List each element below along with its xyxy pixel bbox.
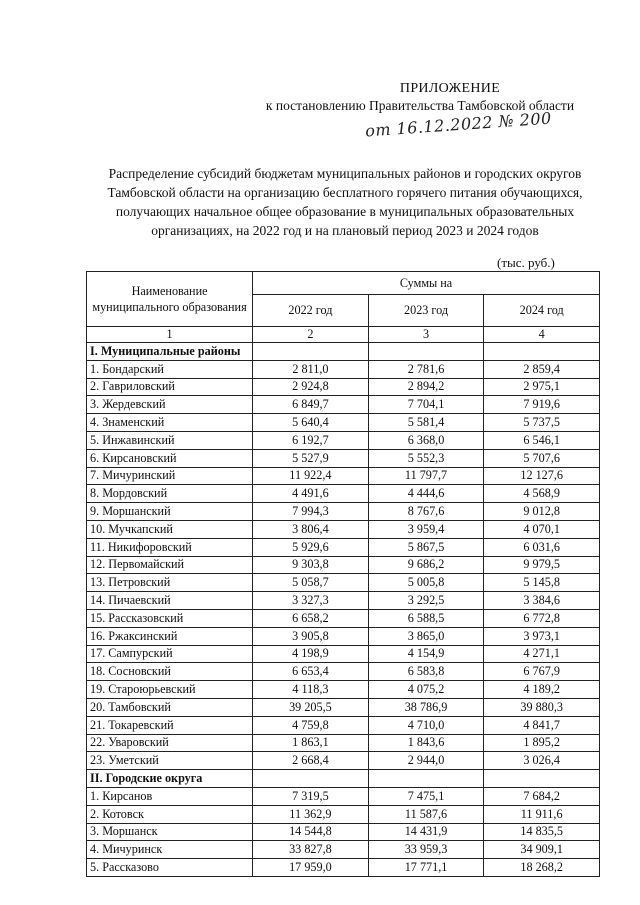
amount-2023: 3 959,4 <box>368 520 484 538</box>
amount-2023: 8 767,6 <box>368 503 484 521</box>
amount-2023: 9 686,2 <box>368 556 484 574</box>
column-header-2024: 2024 год <box>484 295 600 327</box>
amount-2023: 7 475,1 <box>368 787 484 805</box>
municipality-name: 9. Моршанский <box>87 503 253 521</box>
amount-2024: 1 895,2 <box>484 734 600 752</box>
column-header-2023: 2023 год <box>368 295 484 327</box>
amount-2024: 11 911,6 <box>484 805 600 823</box>
amount-2022: 7 994,3 <box>253 503 369 521</box>
amount-2023: 5 552,3 <box>368 449 484 467</box>
amount-2024: 5 707,6 <box>484 449 600 467</box>
amount-2024: 4 189,2 <box>484 681 600 699</box>
amount-2022: 4 759,8 <box>253 716 369 734</box>
appendix-subheading: к постановлению Правительства Тамбовской области <box>265 98 575 113</box>
amount-2022: 6 658,2 <box>253 609 369 627</box>
table-row <box>87 360 600 378</box>
municipality-name: 8. Мордовский <box>87 485 253 503</box>
amount-2023: 4 154,9 <box>368 645 484 663</box>
amount-2024: 3 973,1 <box>484 627 600 645</box>
amount-2022: 7 319,5 <box>253 787 369 805</box>
amount-2022: 5 058,7 <box>253 574 369 592</box>
municipality-name: 12. Первомайский <box>87 556 253 574</box>
amount-2024: 5 145,8 <box>484 574 600 592</box>
table-row <box>87 663 600 681</box>
index-cell: 4 <box>484 327 600 343</box>
table-row <box>87 503 600 521</box>
amount-2022: 3 905,8 <box>253 627 369 645</box>
table-row <box>87 574 600 592</box>
amount-2022: 33 827,8 <box>253 841 369 859</box>
amount-2024: 9 979,5 <box>484 556 600 574</box>
table-row <box>87 609 600 627</box>
amount-2024: 7 919,6 <box>484 396 600 414</box>
amount-2024: 18 268,2 <box>484 859 600 877</box>
amount-2022: 4 491,6 <box>253 485 369 503</box>
municipality-name: 10. Мучкапский <box>87 520 253 538</box>
municipality-name: 4. Мичуринск <box>87 841 253 859</box>
amount-2023: 4 710,0 <box>368 716 484 734</box>
section-row <box>87 770 600 788</box>
table-row <box>87 627 600 645</box>
amount-2023: 1 843,6 <box>368 734 484 752</box>
amount-2022: 1 863,1 <box>253 734 369 752</box>
section-title: I. Муниципальные районы <box>87 343 253 361</box>
municipality-name: 4. Знаменский <box>87 414 253 432</box>
table-row <box>87 859 600 877</box>
amount-2022: 11 362,9 <box>253 805 369 823</box>
amount-2023: 2 894,2 <box>368 378 484 396</box>
appendix-block <box>230 80 610 114</box>
amount-2024: 2 975,1 <box>484 378 600 396</box>
amount-2023: 5 581,4 <box>368 414 484 432</box>
municipality-name: 3. Жердевский <box>87 396 253 414</box>
amount-2024: 6 546,1 <box>484 431 600 449</box>
table-row <box>87 823 600 841</box>
amount-2024: 3 384,6 <box>484 592 600 610</box>
municipality-name: 16. Ржаксинский <box>87 627 253 645</box>
amount-2024: 2 859,4 <box>484 360 600 378</box>
municipality-name: 6. Кирсановский <box>87 449 253 467</box>
table-row <box>87 556 600 574</box>
handwritten-date: от 16.12.2022 № 200 <box>364 108 553 141</box>
municipality-name: 23. Уметский <box>87 752 253 770</box>
empty-cell <box>368 770 484 788</box>
amount-2022: 5 527,9 <box>253 449 369 467</box>
empty-cell <box>368 343 484 361</box>
municipality-name: 21. Токаревский <box>87 716 253 734</box>
amount-2022: 9 303,8 <box>253 556 369 574</box>
table-row <box>87 805 600 823</box>
amount-2023: 5 867,5 <box>368 538 484 556</box>
amount-2022: 4 118,3 <box>253 681 369 699</box>
municipality-name: 15. Рассказовский <box>87 609 253 627</box>
amount-2023: 14 431,9 <box>368 823 484 841</box>
amount-2023: 5 005,8 <box>368 574 484 592</box>
amount-2022: 17 959,0 <box>253 859 369 877</box>
amount-2022: 39 205,5 <box>253 698 369 716</box>
municipality-name: 22. Уваровский <box>87 734 253 752</box>
table-row <box>87 431 600 449</box>
amount-2023: 6 588,5 <box>368 609 484 627</box>
municipality-name: 17. Сампурский <box>87 645 253 663</box>
amount-2024: 6 031,6 <box>484 538 600 556</box>
amount-2024: 4 271,1 <box>484 645 600 663</box>
amount-2022: 6 192,7 <box>253 431 369 449</box>
municipality-name: 1. Бондарский <box>87 360 253 378</box>
amount-2023: 2 781,6 <box>368 360 484 378</box>
amount-2023: 38 786,9 <box>368 698 484 716</box>
amount-2023: 6 368,0 <box>368 431 484 449</box>
amount-2023: 11 587,6 <box>368 805 484 823</box>
municipality-name: 2. Гавриловский <box>87 378 253 396</box>
section-title: II. Городские округа <box>87 770 253 788</box>
municipality-name: 20. Тамбовский <box>87 698 253 716</box>
index-cell: 1 <box>87 327 253 343</box>
amount-2022: 11 922,4 <box>253 467 369 485</box>
table-row <box>87 538 600 556</box>
table-row <box>87 378 600 396</box>
amount-2022: 3 327,3 <box>253 592 369 610</box>
column-header-sums: Суммы на <box>253 272 600 295</box>
table-row <box>87 449 600 467</box>
amount-2024: 34 909,1 <box>484 841 600 859</box>
amount-2023: 33 959,3 <box>368 841 484 859</box>
column-header-2022: 2022 год <box>253 295 369 327</box>
amount-2024: 3 026,4 <box>484 752 600 770</box>
column-header-name: Наименование муниципального образования <box>87 272 253 327</box>
municipality-name: 5. Рассказово <box>87 859 253 877</box>
table-row <box>87 734 600 752</box>
table-row <box>87 716 600 734</box>
table-row <box>87 414 600 432</box>
empty-cell <box>253 770 369 788</box>
amount-2024: 4 070,1 <box>484 520 600 538</box>
municipality-name: 3. Моршанск <box>87 823 253 841</box>
empty-cell <box>253 343 369 361</box>
table-row <box>87 396 600 414</box>
amount-2022: 2 924,8 <box>253 378 369 396</box>
municipality-name: 13. Петровский <box>87 574 253 592</box>
amount-2022: 14 544,8 <box>253 823 369 841</box>
municipality-name: 5. Инжавинский <box>87 431 253 449</box>
amount-2023: 4 444,6 <box>368 485 484 503</box>
empty-cell <box>484 343 600 361</box>
table-row <box>87 681 600 699</box>
amount-2022: 2 668,4 <box>253 752 369 770</box>
amount-2024: 6 772,8 <box>484 609 600 627</box>
municipality-name: 2. Котовск <box>87 805 253 823</box>
amount-2024: 6 767,9 <box>484 663 600 681</box>
municipality-name: 1. Кирсанов <box>87 787 253 805</box>
amount-2023: 4 075,2 <box>368 681 484 699</box>
table-row <box>87 752 600 770</box>
municipality-name: 11. Никифоровский <box>87 538 253 556</box>
municipality-name: 14. Пичаевский <box>87 592 253 610</box>
amount-2023: 2 944,0 <box>368 752 484 770</box>
table-row <box>87 841 600 859</box>
table-row <box>87 592 600 610</box>
table-row <box>87 645 600 663</box>
amount-2024: 4 841,7 <box>484 716 600 734</box>
amount-2024: 9 012,8 <box>484 503 600 521</box>
amount-2023: 17 771,1 <box>368 859 484 877</box>
amount-2022: 6 653,4 <box>253 663 369 681</box>
empty-cell <box>484 770 600 788</box>
table-row <box>87 698 600 716</box>
amount-2022: 4 198,9 <box>253 645 369 663</box>
amount-2023: 3 865,0 <box>368 627 484 645</box>
amount-2022: 6 849,7 <box>253 396 369 414</box>
municipality-name: 7. Мичуринский <box>87 467 253 485</box>
amount-2022: 5 929,6 <box>253 538 369 556</box>
index-cell: 3 <box>368 327 484 343</box>
section-row <box>87 343 600 361</box>
amount-2023: 6 583,8 <box>368 663 484 681</box>
amount-2024: 14 835,5 <box>484 823 600 841</box>
document-title: Распределение субсидий бюджетам муниципальных районов и городских округов Тамбовской области на организацию бесплатного горячего питания обучающихся, получающих начальное общее образование в муниципальных образовательных организациях, на 2022 год и на плановый период 2023 и 2024 годов <box>107 166 583 238</box>
amount-2024: 4 568,9 <box>484 485 600 503</box>
municipality-name: 19. Староюрьевский <box>87 681 253 699</box>
table-row <box>87 467 600 485</box>
table-row <box>87 485 600 503</box>
table-row <box>87 787 600 805</box>
table-row <box>87 520 600 538</box>
amount-2024: 7 684,2 <box>484 787 600 805</box>
amount-2023: 7 704,1 <box>368 396 484 414</box>
amount-2024: 12 127,6 <box>484 467 600 485</box>
amount-2022: 5 640,4 <box>253 414 369 432</box>
amount-2023: 3 292,5 <box>368 592 484 610</box>
amount-2023: 11 797,7 <box>368 467 484 485</box>
amount-2024: 39 880,3 <box>484 698 600 716</box>
unit-label: (тыс. руб.) <box>497 255 555 270</box>
appendix-heading: ПРИЛОЖЕНИЕ <box>399 81 501 96</box>
index-row <box>87 327 600 343</box>
amount-2022: 2 811,0 <box>253 360 369 378</box>
municipality-name: 18. Сосновский <box>87 663 253 681</box>
amount-2024: 5 737,5 <box>484 414 600 432</box>
subsidy-table <box>86 271 600 877</box>
amount-2022: 3 806,4 <box>253 520 369 538</box>
index-cell: 2 <box>253 327 369 343</box>
